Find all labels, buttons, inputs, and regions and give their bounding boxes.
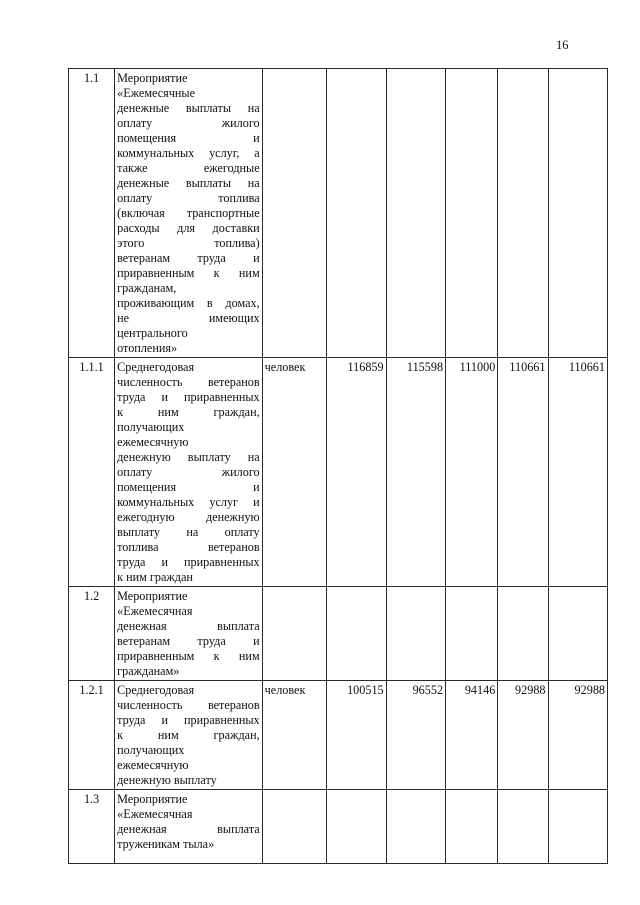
row-number: 1.2	[69, 587, 115, 681]
row-value: 92988	[548, 681, 608, 790]
description-line: к ним граждан	[117, 570, 193, 584]
description-line: (включая транспортные	[117, 206, 260, 220]
row-unit	[262, 790, 327, 864]
description-line: «Ежемесячная	[117, 604, 193, 618]
row-value: 94146	[446, 681, 498, 790]
row-description	[115, 358, 263, 587]
description-line: не имеющих	[117, 311, 260, 325]
description-line: денежная выплата	[117, 822, 260, 836]
description-line: также ежегодные	[117, 161, 260, 175]
description-line: проживающим в домах,	[117, 296, 260, 310]
row-unit: человек	[262, 681, 327, 790]
description-line: гражданам»	[117, 664, 180, 678]
description-line: оплату жилого	[117, 116, 260, 130]
description-line: денежные выплаты на	[117, 101, 260, 115]
description-line: получающих	[117, 420, 185, 434]
description-line: оплату жилого	[117, 465, 260, 479]
description-line: денежную выплату на	[117, 450, 260, 464]
row-description	[115, 69, 263, 358]
row-unit: человек	[262, 358, 327, 587]
description-line: к ним граждан,	[117, 405, 260, 419]
description-line: «Ежемесячная	[117, 807, 193, 821]
row-value: 110661	[498, 358, 548, 587]
description-line: топлива ветеранов	[117, 540, 260, 554]
row-number: 1.3	[69, 790, 115, 864]
description-line: ветеранам труда и	[117, 634, 260, 648]
row-value: 100515	[327, 681, 386, 790]
row-description	[115, 587, 263, 681]
description-line: труженикам тыла»	[117, 837, 215, 851]
row-value	[498, 69, 548, 358]
row-value	[498, 790, 548, 864]
description-line: труда и приравненных	[117, 713, 260, 727]
row-description	[115, 790, 263, 864]
description-line: помещения и	[117, 131, 260, 145]
description-line: отопления»	[117, 341, 178, 355]
description-line: труда и приравненных	[117, 390, 260, 404]
row-value	[386, 69, 445, 358]
row-value	[446, 587, 498, 681]
page-number: 16	[556, 38, 569, 52]
description-line: денежная выплата	[117, 619, 260, 633]
row-value: 96552	[386, 681, 445, 790]
description-line: ветеранам труда и	[117, 251, 260, 265]
description-line: Мероприятие	[117, 792, 188, 806]
description-line: численность ветеранов	[117, 698, 260, 712]
description-line: труда и приравненных	[117, 555, 260, 569]
row-value: 110661	[548, 358, 608, 587]
row-value	[446, 790, 498, 864]
description-line: к ним граждан,	[117, 728, 260, 742]
row-value: 111000	[446, 358, 498, 587]
description-line: получающих	[117, 743, 185, 757]
description-line: расходы для доставки	[117, 221, 260, 235]
table-row	[69, 790, 608, 864]
row-number: 1.1.1	[69, 358, 115, 587]
row-value	[386, 790, 445, 864]
row-value	[446, 69, 498, 358]
row-number: 1.1	[69, 69, 115, 358]
row-value	[386, 587, 445, 681]
row-value	[327, 587, 386, 681]
description-line: ежемесячную	[117, 758, 189, 772]
indicators-table	[68, 68, 608, 864]
row-value	[327, 790, 386, 864]
description-line: коммунальных услуг и	[117, 495, 260, 509]
description-line: Среднегодовая	[117, 683, 195, 697]
description-line: денежную выплату	[117, 773, 217, 787]
description-line: центрального	[117, 326, 188, 340]
row-value: 115598	[386, 358, 445, 587]
description-line: помещения и	[117, 480, 260, 494]
row-value: 92988	[498, 681, 548, 790]
description-line: этого топлива)	[117, 236, 260, 250]
row-unit	[262, 587, 327, 681]
description-line: выплату на оплату	[117, 525, 260, 539]
row-value	[327, 69, 386, 358]
description-line: приравненным к ним	[117, 266, 260, 280]
row-number: 1.2.1	[69, 681, 115, 790]
table-row	[69, 681, 608, 790]
row-unit	[262, 69, 327, 358]
description-line: Мероприятие	[117, 589, 188, 603]
description-line: коммунальных услуг, а	[117, 146, 260, 160]
description-line: приравненным к ним	[117, 649, 260, 663]
description-line: оплату топлива	[117, 191, 260, 205]
table-row	[69, 358, 608, 587]
description-line: ежемесячную	[117, 435, 189, 449]
description-line: гражданам,	[117, 281, 177, 295]
row-value	[548, 790, 608, 864]
row-description	[115, 681, 263, 790]
description-line: «Ежемесячные	[117, 86, 196, 100]
table-row	[69, 587, 608, 681]
description-line: денежные выплаты на	[117, 176, 260, 190]
row-value: 116859	[327, 358, 386, 587]
row-value	[548, 587, 608, 681]
row-value	[548, 69, 608, 358]
description-line: Среднегодовая	[117, 360, 195, 374]
description-line: численность ветеранов	[117, 375, 260, 389]
row-value	[498, 587, 548, 681]
description-line: Мероприятие	[117, 71, 188, 85]
description-line: ежегодную денежную	[117, 510, 260, 524]
table-row	[69, 69, 608, 358]
